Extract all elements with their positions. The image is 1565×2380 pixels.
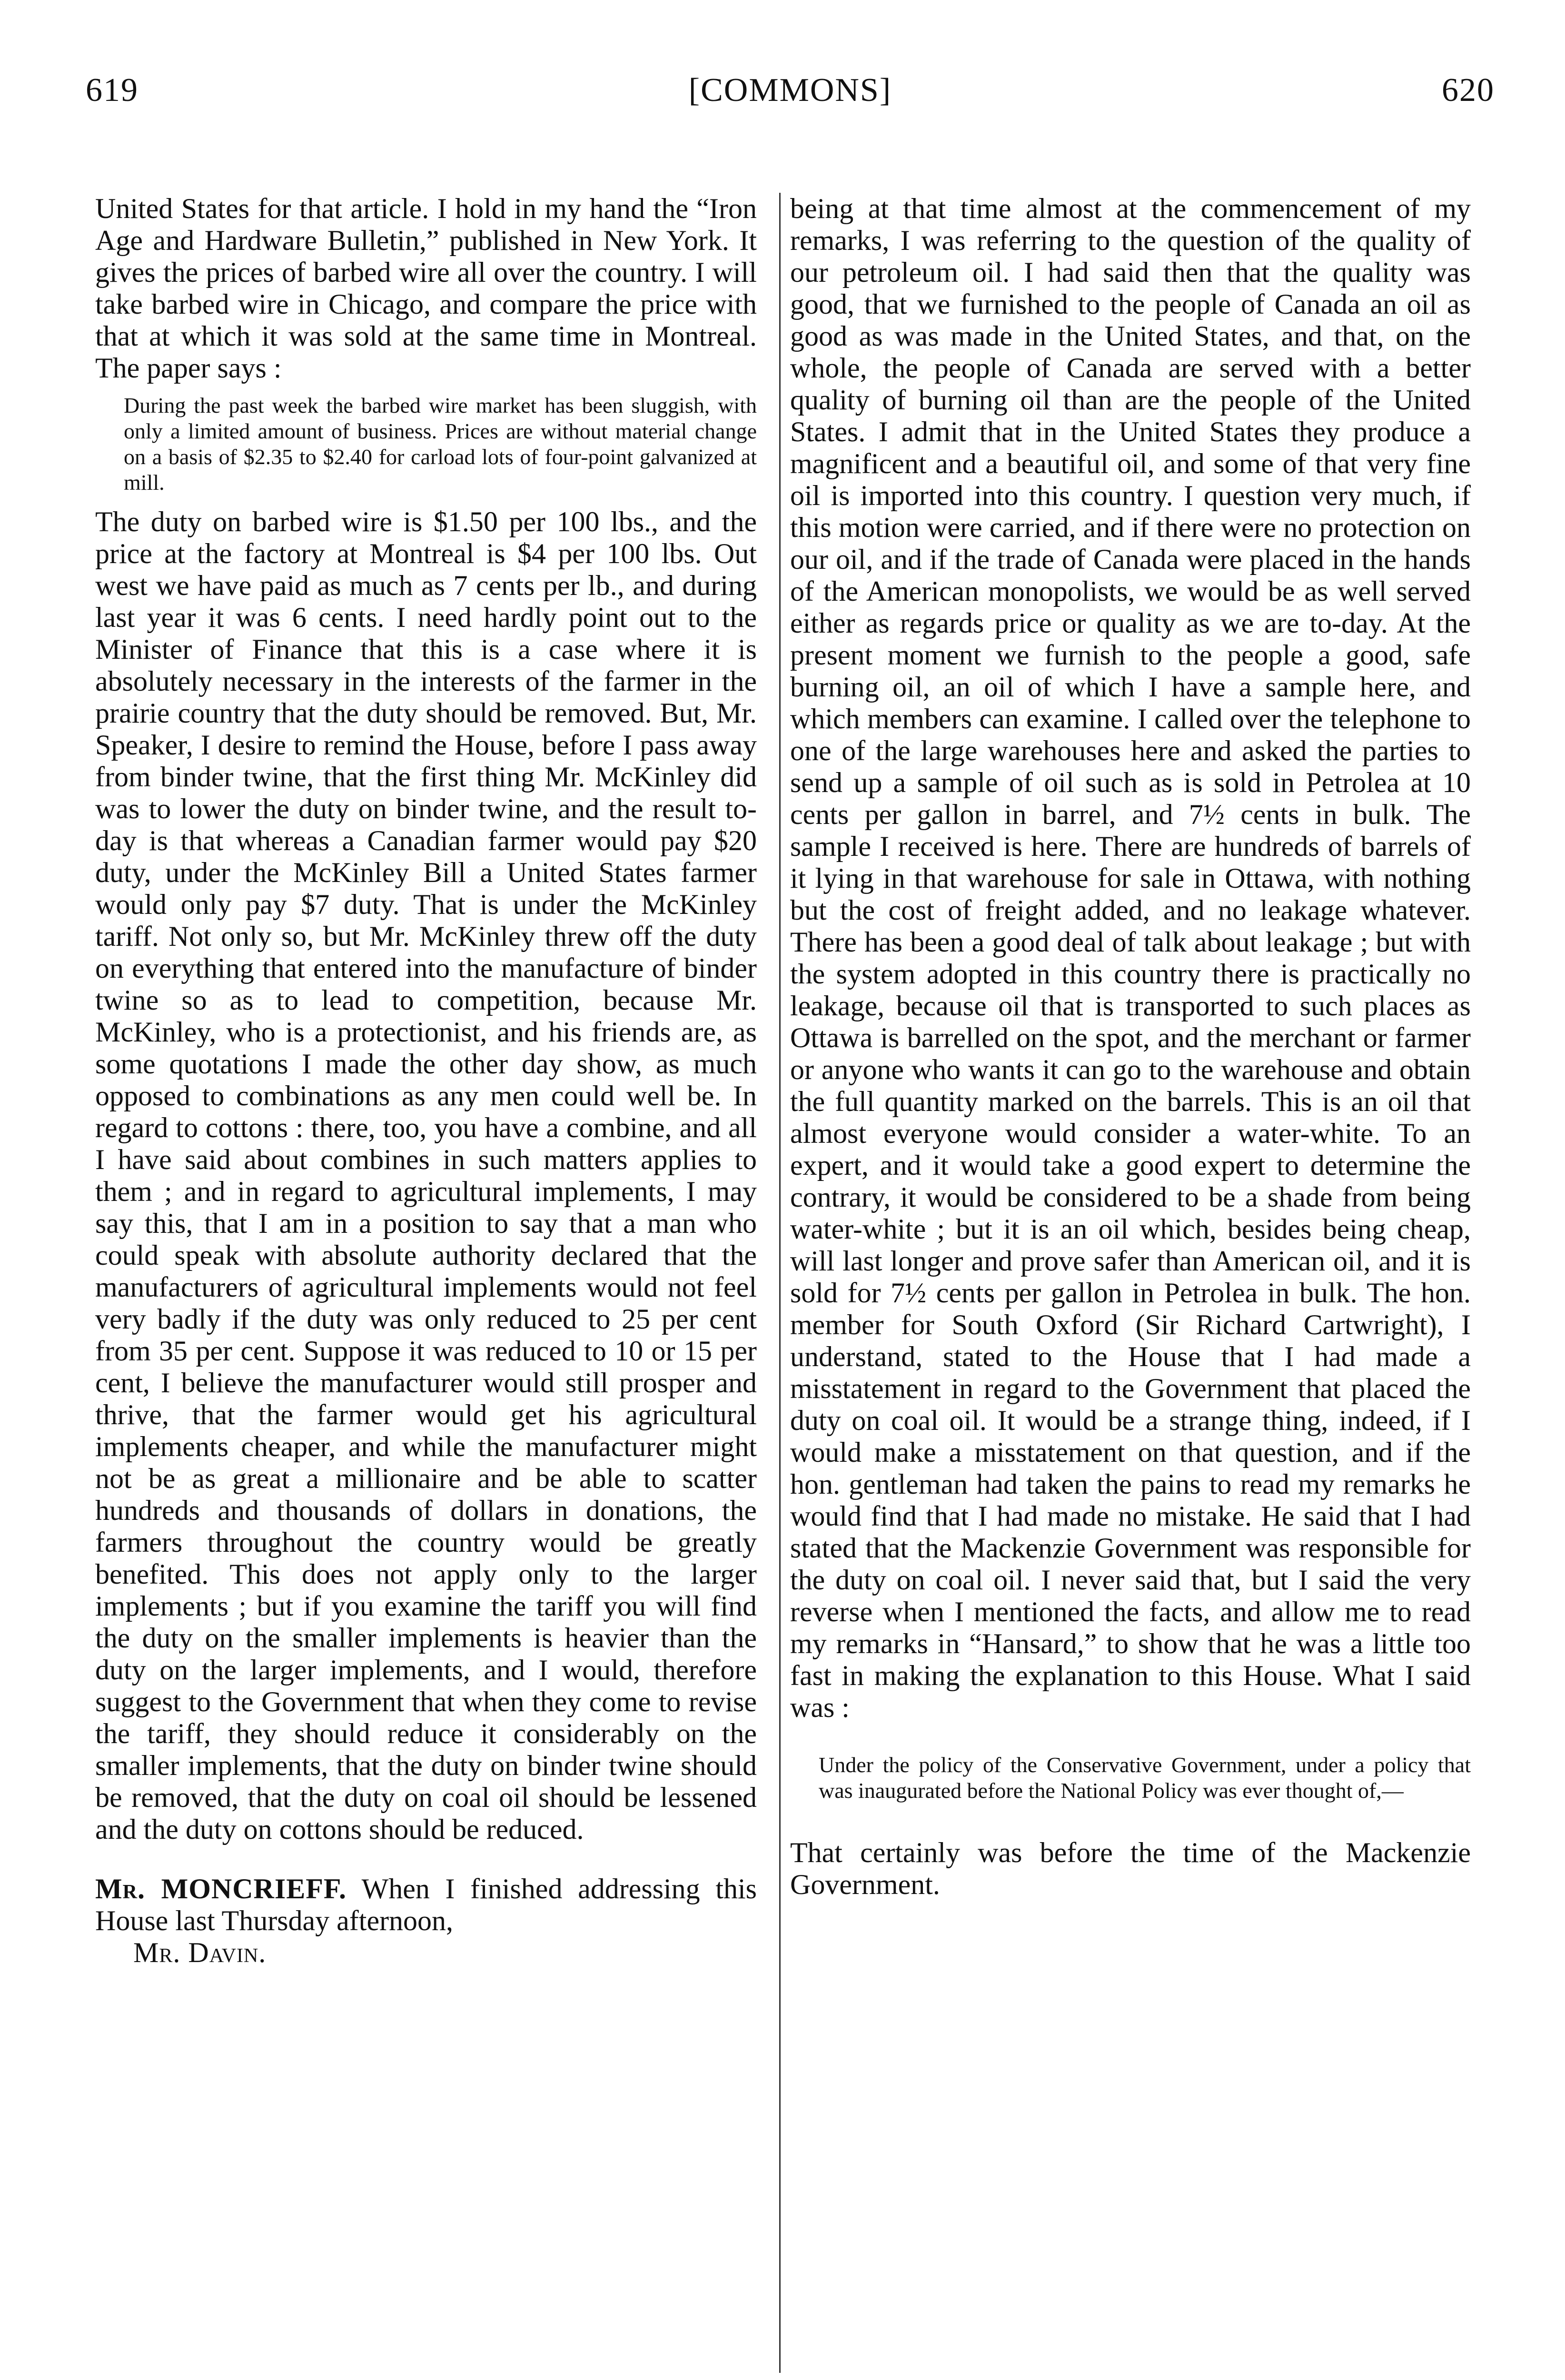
page-number-right: 620 [1442,72,1495,109]
running-title: [COMMONS] [688,72,892,109]
speaker-name: Mr. MONCRIEFF. [95,1873,347,1904]
right-paragraph-1: being at that time almost at the commencement of my remarks, I was referring to the question of the quality of our petroleum oil. I had said then that the quality was good, that we furnished to the people of Canada an oil as good as was made in the United States, and that, on the whole, the people of Canada are served with a better quality of burning oil than are the people of the United States. I admit that in the United States they produce a magnificent and a beautiful oil, and some of that very fine oil is imported into this country. I question very much, if this motion were carried, and if there were no protection on our oil, and if the trade of Canada were placed in the hands of the American monopolists, we would be as well served either as regards price or quality as we are to-day. At the present moment we furnish to the people a good, safe burning oil, an oil of which I have a sample here, and which members can examine. I called over the telephone to one of the large warehouses here and asked the parties to send up a sample of oil such as is sold in Petrolea at 10 cents per gallon in barrel, and 7½ cents in bulk. The sample I received is here. There are hundreds of barrels of it lying in that warehouse for sale in Ottawa, with nothing but the cost of freight added, and no leakage whatever. There has been a good deal of talk about leakage ; but with the system adopted in this country there is practically no leakage, because oil that is transported to such places as Ottawa is barrelled on the spot, and the merchant or farmer or anyone who wants it can go to the warehouse and obtain the full quantity marked on the barrels. This is an oil that almost everyone would consider a water-white. To an expert, and it would take a good expert to determine the contrary, it would be considered to be a shade from being water-white ; but it is an oil which, besides being cheap, will last longer and prove safer than American oil, and it is sold for 7½ cents per gallon in Petrolea in bulk. The hon. member for South Oxford (Sir Richard Cartwright), I understand, stated to the House that I had made a misstatement in regard to the Government that placed the duty on coal oil. It would be a strange thing, indeed, if I would make a misstatement on that question, and if the hon. gentleman had taken the pains to read my remarks he would find that I had made no mistake. He said that I had stated that the Mackenzie Government was responsible for the duty on coal oil. I never said that, but I said the very reverse when I mentioned the facts, and allow me to read my remarks in “Hansard,” to show that he was a little too fast in making the explanation to this House. What I said was : [790,193,1471,1723]
left-paragraph-1: United States for that article. I hold in my hand the “Iron Age and Hardware Bulletin,” published in New York. It gives the prices of barbed wire all over the country. I will take barbed wire in Chicago, and compare the price with that at which it was sold at the same time in Montreal. The paper says : [95,193,757,384]
column-divider [779,193,781,2373]
page-header [86,71,1495,129]
right-paragraph-2: That certainly was before the time of the Mackenzie Government. [790,1837,1471,1900]
next-speaker [95,1937,757,1969]
speaker-paragraph [95,1873,757,1937]
next-speaker-name: Mr. Davin. [133,1937,267,1968]
right-quotation: Under the policy of the Conservative Government, under a policy that was inaugurated before the National Policy was ever thought of,— [819,1753,1471,1803]
right-column [790,193,1471,1901]
page-number-left: 619 [86,72,139,109]
left-paragraph-2: The duty on barbed wire is $1.50 per 100 lbs., and the price at the factory at Montreal is $4 per 100 lbs. Out west we have paid as much as 7 cents per lb., and during last year it was 6 cents. I need hardly point out to the Minister of Finance that this is a case where it is absolutely necessary in the interests of the farmer in the prairie country that the duty should be removed. But, Mr. Speaker, I desire to remind the House, before I pass away from binder twine, that the first thing Mr. McKinley did was to lower the duty on binder twine, and the result to-day is that whereas a Canadian farmer would pay $20 duty, under the McKinley Bill a United States farmer would only pay $7 duty. That is under the McKinley tariff. Not only so, but Mr. McKinley threw off the duty on everything that entered into the manufacture of binder twine so as to lead to competition, because Mr. McKinley, who is a protectionist, and his friends are, as some quotations I made the other day show, as much opposed to combinations as any men could well be. In regard to cottons : there, too, you have a combine, and all I have said about combines in such matters applies to them ; and in regard to agricultural implements, I may say this, that I am in a position to say that a man who could speak with absolute authority declared that the manufacturers of agricultural implements would not feel very badly if the duty was only reduced to 25 per cent from 35 per cent. Suppose it was reduced to 10 or 15 per cent, I believe the manufacturer would still prosper and thrive, that the farmer would get his agricultural implements cheaper, and while the manufacturer might not be as great a millionaire and be able to scatter hundreds and thousands of dollars in donations, the farmers throughout the country would be greatly benefited. This does not apply only to the larger implements ; but if you examine the tariff you will find the duty on the smaller implements is heavier than the duty on the larger implements, and I would, therefore suggest to the Government that when they come to revise the tariff, they should reduce it considerably on the smaller implements, that the duty on binder twine should be removed, that the duty on coal oil should be lessened and the duty on cottons should be reduced. [95,506,757,1845]
left-quotation: During the past week the barbed wire market has been sluggish, with only a limited amount of business. Prices are without material change on a basis of $2.35 to $2.40 for carload lots of four-point galvanized at mill. [124,393,757,495]
left-column [95,193,757,1969]
speaker-text: When I finished addressing this House last Thursday afternoon, [95,1873,757,1936]
